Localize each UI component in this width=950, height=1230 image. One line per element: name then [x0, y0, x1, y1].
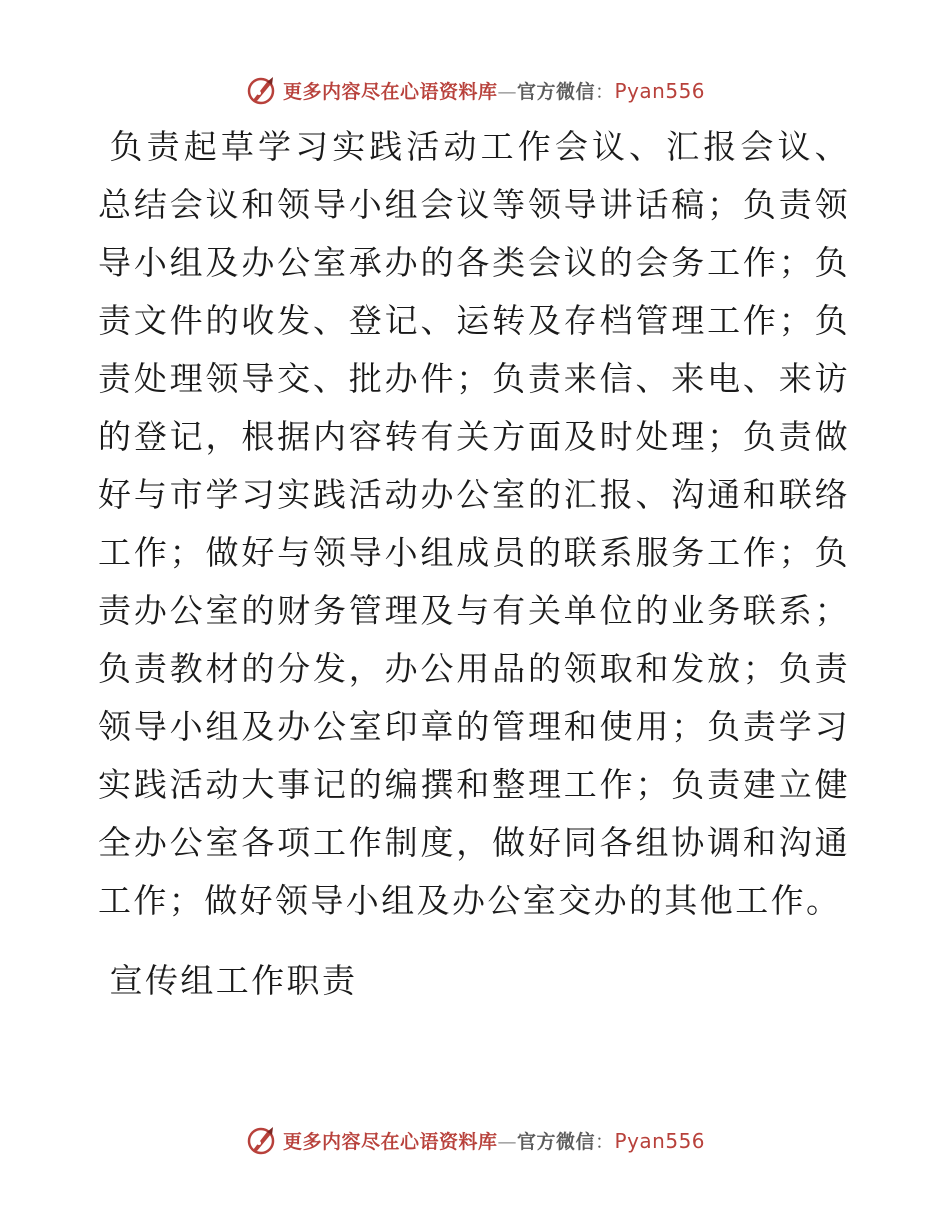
watermark-wechat-id: Pyan556	[614, 78, 706, 103]
quill-pen-logo-icon	[245, 74, 277, 106]
watermark-wechat-label: 官方微信	[516, 1130, 595, 1153]
section-heading: 宣传组工作职责	[109, 961, 358, 1000]
watermark-colon: ：	[595, 80, 615, 103]
body-paragraph: 负责起草学习实践活动工作会议、汇报会议、总结会议和领导小组会议等领导讲话稿；负责领导小组及办公室承办的各类会议的会务工作；负责文件的收发、登记、运转及存档管理工作；负责处理领导交、批办件；负责来信、来电、来访的登记，根据内容转有关方面及时处理；负责做好与市学习实践活动办公室的汇报、沟通和联络工作；做好与领导小组成员的联系服务工作；负责办公室的财务管理及与有关单位的业务联系；负责教材的分发，办公用品的领取和发放；负责领导小组及办公室印章的管理和使用；负责学习实践活动大事记的编撰和整理工作；负责建立健全办公室各项工作制度，做好同各组协调和沟通工作；做好领导小组及办公室交办的其他工作。	[98, 127, 850, 920]
watermark-brand: 更多内容尽在心语资料库	[282, 1130, 498, 1153]
watermark-colon: ：	[595, 1130, 615, 1153]
watermark-dash: —	[497, 80, 517, 103]
header-watermark	[0, 72, 950, 108]
watermark-wechat-id: Pyan556	[614, 1128, 706, 1153]
watermark-text	[283, 1127, 705, 1154]
watermark-wechat-label: 官方微信	[516, 80, 595, 103]
footer-watermark	[0, 1122, 950, 1158]
watermark-dash: —	[497, 1130, 517, 1153]
watermark-text	[283, 77, 705, 104]
quill-pen-logo-icon	[245, 1124, 277, 1156]
watermark-brand: 更多内容尽在心语资料库	[282, 80, 498, 103]
